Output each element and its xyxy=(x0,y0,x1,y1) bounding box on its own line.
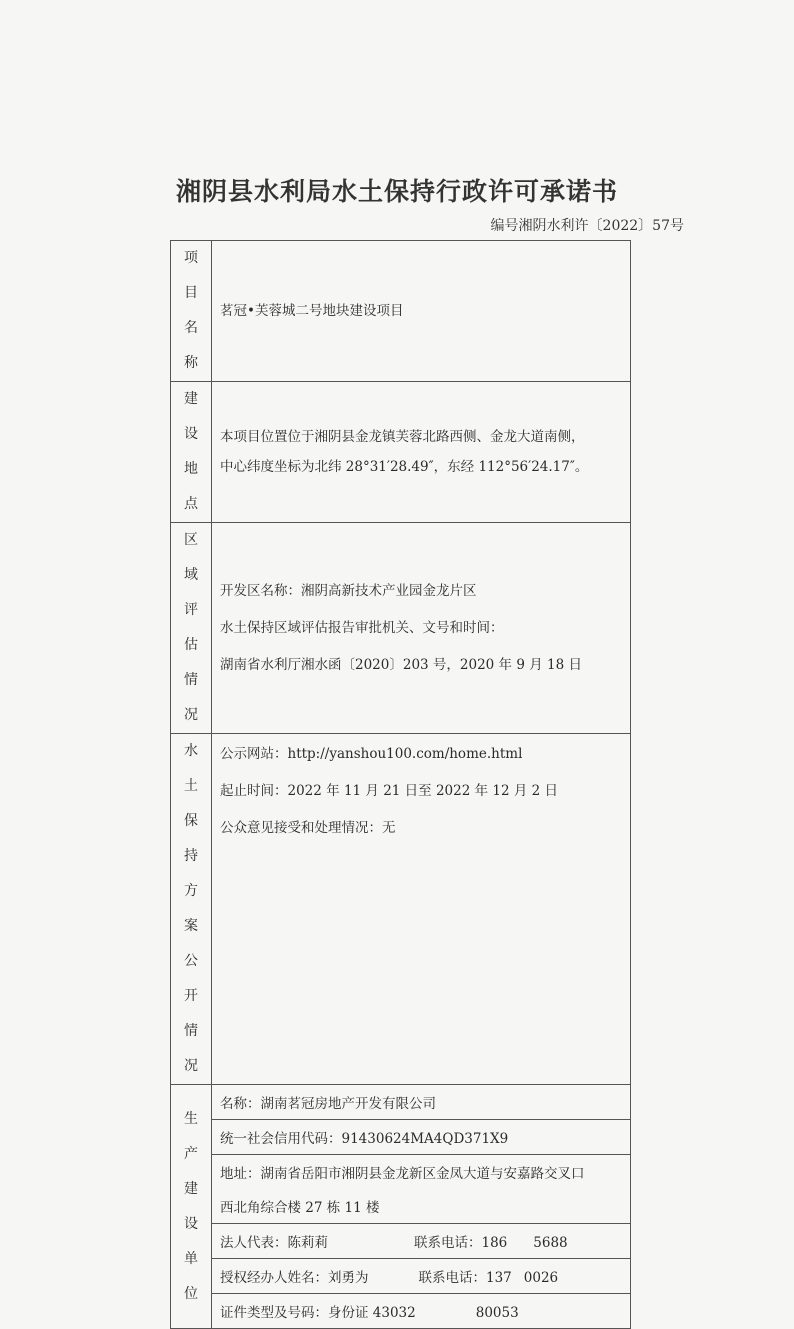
zone-eval-value xyxy=(212,523,631,734)
builder-address-line2: 西北角综合楼 27 栋 11 楼 xyxy=(212,1189,631,1224)
publicity-website: 公示网站：http://yanshou100.com/home.html xyxy=(220,746,523,762)
plan-publicity-label: 水土 保持 方案 公开 情况 xyxy=(171,734,212,1085)
dev-zone-name: 开发区名称：湘阴高新技术产业园金龙片区 xyxy=(220,582,477,599)
legal-representative: 法人代表：陈莉莉 xyxy=(220,1235,328,1251)
page-title: 湘阴县水利局水土保持行政许可承诺书 xyxy=(175,177,618,206)
agent-phone: 联系电话：137 xyxy=(418,1270,512,1286)
legal-phone: 联系电话：186 xyxy=(414,1235,508,1251)
id-number-tail: 80053 xyxy=(475,1305,519,1321)
authorized-agent: 授权经办人姓名：刘勇为 xyxy=(220,1270,369,1286)
builder-label: 生产 建设 单位 xyxy=(171,1085,212,1329)
id-row xyxy=(212,1294,631,1329)
plan-publicity-value xyxy=(212,734,631,1085)
report-approval-value: 湖南省水利厅湘水函〔2020〕203 号，2020 年 9 月 18 日 xyxy=(220,656,582,673)
agent-phone-tail: 0026 xyxy=(523,1270,559,1286)
id-type-number: 证件类型及号码：身份证 43032 xyxy=(220,1305,416,1321)
location-value: 本项目位置位于湘阴县金龙镇芙蓉北路西侧、金龙大道南侧， 中心纬度坐标为北纬 28°31′28.49″，东经 112°56′24.17″。 xyxy=(212,382,631,523)
zone-eval-label: 区域 评估 情况 xyxy=(171,523,212,734)
agent-row xyxy=(212,1259,631,1294)
legal-phone-tail: 5688 xyxy=(533,1235,568,1251)
project-name-label: 项目 名称 xyxy=(171,241,212,382)
project-name-value: 茗冠•芙蓉城二号地块建设项目 xyxy=(212,241,631,382)
report-approval-title: 水土保持区域评估报告审批机关、文号和时间： xyxy=(220,619,504,636)
publicity-period: 起止时间：2022 年 11 月 21 日至 2022 年 12 月 2 日 xyxy=(220,783,559,799)
builder-address-line1: 地址：湖南省岳阳市湘阴县金龙新区金凤大道与安嘉路交叉口 xyxy=(212,1155,631,1190)
commitment-form-table xyxy=(170,240,631,1329)
legal-representative-row xyxy=(212,1224,631,1259)
public-opinions: 公众意见接受和处理情况：无 xyxy=(220,820,396,836)
location-label: 建设 地点 xyxy=(171,382,212,523)
builder-name: 名称：湖南茗冠房地产开发有限公司 xyxy=(212,1085,631,1120)
document-number: 编号湘阴水利许〔2022〕57号 xyxy=(490,218,684,234)
builder-credit-code: 统一社会信用代码：91430624MA4QD371X9 xyxy=(212,1120,631,1155)
